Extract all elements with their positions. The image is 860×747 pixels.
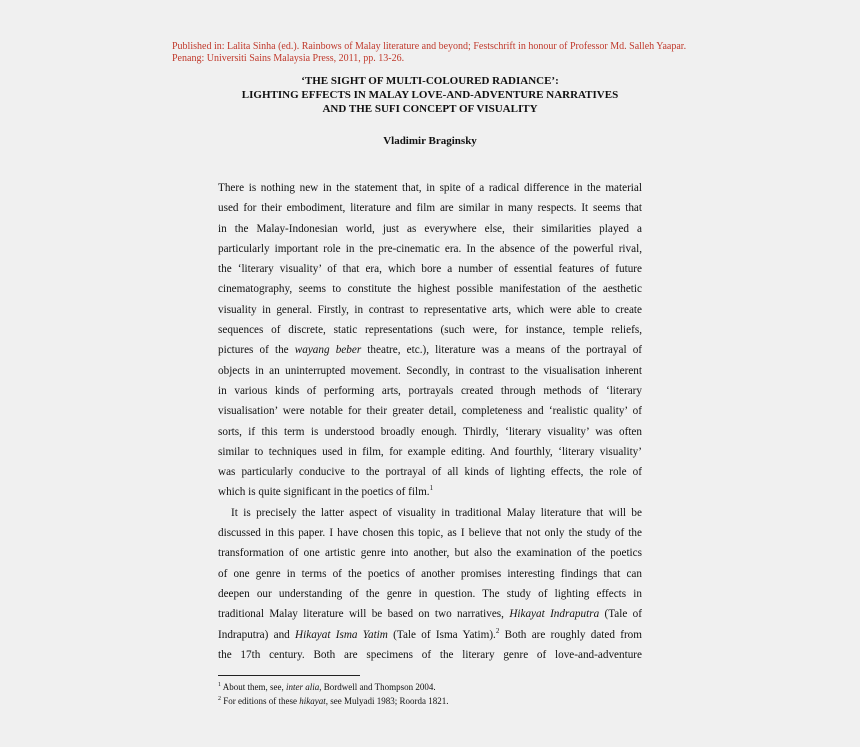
p2-line: It is precisely the latter aspect of visuality in traditional Malay literature that will be (231, 506, 642, 519)
p1-line: similar to techniques used in film, for example editing. And fourthly, ‘literary visuality’ (218, 445, 642, 458)
text-span: pictures of the (218, 344, 295, 357)
footnote-rule (218, 675, 360, 676)
p1-line: the ‘literary visuality’ of that era, which bore a number of essential features of future (218, 263, 642, 276)
title-line-2: LIGHTING EFFECTS IN MALAY LOVE-AND-ADVENTURE NARRATIVES (241, 89, 619, 101)
p1-line: visualisation’ were notable for their greater detail, completeness and ‘realistic quality’ of (218, 405, 642, 418)
title-line-3: AND THE SUFI CONCEPT OF VISUALITY (322, 103, 538, 115)
publication-line-1: Published in: Lalita Sinha (ed.). Rainbows of Malay literature and beyond; Festschrift in honour of Professor Md. Salleh Yaapar. (172, 41, 687, 52)
p2-line: discussed in this paper. I have chosen this topic, as I believe that not only the study of the (218, 527, 642, 540)
p1-line: in the Malay-Indonesian world, just as everywhere else, their similarities played a (218, 222, 642, 235)
p2-line: the 17th century. Both are specimens of the literary genre of love-and-adventure (218, 648, 642, 661)
footnote-number: 1 (218, 682, 221, 688)
italic-term: wayang beber (294, 344, 362, 357)
publication-note (172, 41, 702, 65)
text-span: traditional Malay literature will be based on two narratives, (218, 608, 510, 621)
p1-line: sequences of discrete, static representations (such were, for instance, temple reliefs, (218, 324, 642, 337)
author-name: Vladimir Braginsky (383, 135, 477, 147)
p1-line: sorts, if this term is understood broadly enough. Thirdly, ‘literary visuality’ was often (218, 425, 642, 438)
p1-line: in various kinds of performing arts, portrayals created through methods of ‘literary (218, 384, 642, 397)
p1-line: particularly important role in the pre-cinematic era. In the absence of the powerful rival, (218, 242, 642, 255)
footnote-1 (218, 681, 436, 693)
title-line-1: ‘THE SIGHT OF MULTI-COLOURED RADIANCE’: (301, 75, 559, 87)
text-span: Indraputra) and (218, 628, 296, 641)
p2-line: transformation of one artistic genre into another, but also the examination of the poetics (218, 547, 642, 560)
p1-line (218, 343, 642, 363)
text-span: , see Mulyadi 1983; Roorda 1821. (325, 696, 449, 706)
paper-title (200, 74, 660, 116)
p2-line (218, 607, 642, 627)
text-span: theatre, etc.), literature was a means of the portrayal of (361, 344, 642, 357)
italic-term: hikayat (299, 696, 326, 706)
footnote-marker: 1 (429, 485, 434, 493)
footnote-marker: 2 (495, 627, 500, 635)
p1-line: used for their embodiment, literature and film are similar in many respects. It seems that (218, 202, 642, 215)
p1-line: There is nothing new in the statement that, in spite of a radical difference in the material (218, 182, 642, 194)
p2-line: deepen our understanding of the genre in question. The study of lighting effects in (218, 587, 642, 600)
text-span: which is quite significant in the poetics of film. (218, 486, 430, 499)
italic-title: Hikayat Indraputra (509, 608, 600, 621)
p1-line: objects in an uninterrupted movement. Secondly, in contrast to the visualisation inherent (218, 364, 642, 377)
text-span: (Tale of (599, 608, 642, 621)
publication-line-2: Penang: Universiti Sains Malaysia Press, 2011, pp. 13-26. (172, 53, 405, 64)
footnote-number: 2 (218, 696, 221, 702)
p1-line: visuality in general. Firstly, in contrast to representative arts, which were able to create (218, 303, 642, 316)
text-span: (Tale of Isma Yatim). (387, 628, 496, 641)
p2-line: of one genre in terms of the poetics of another promises interesting findings that can (218, 567, 642, 580)
italic-term: inter alia (286, 682, 320, 692)
footnote-2 (218, 695, 449, 707)
text-span: About them, see, (221, 682, 286, 692)
p1-line: cinematography, seems to constitute the highest possible manifestation of the aesthetic (218, 283, 642, 296)
p1-line (218, 485, 642, 505)
body-text (218, 181, 642, 668)
italic-title: Hikayat Isma Yatim (295, 628, 388, 641)
p1-line: was particularly conducive to the portrayal of all kinds of lighting effects, the role of (218, 466, 642, 479)
text-span: Both are roughly dated from (499, 628, 642, 641)
p2-line (218, 628, 642, 648)
text-span: For editions of these (221, 696, 300, 706)
text-span: , Bordwell and Thompson 2004. (319, 682, 436, 692)
